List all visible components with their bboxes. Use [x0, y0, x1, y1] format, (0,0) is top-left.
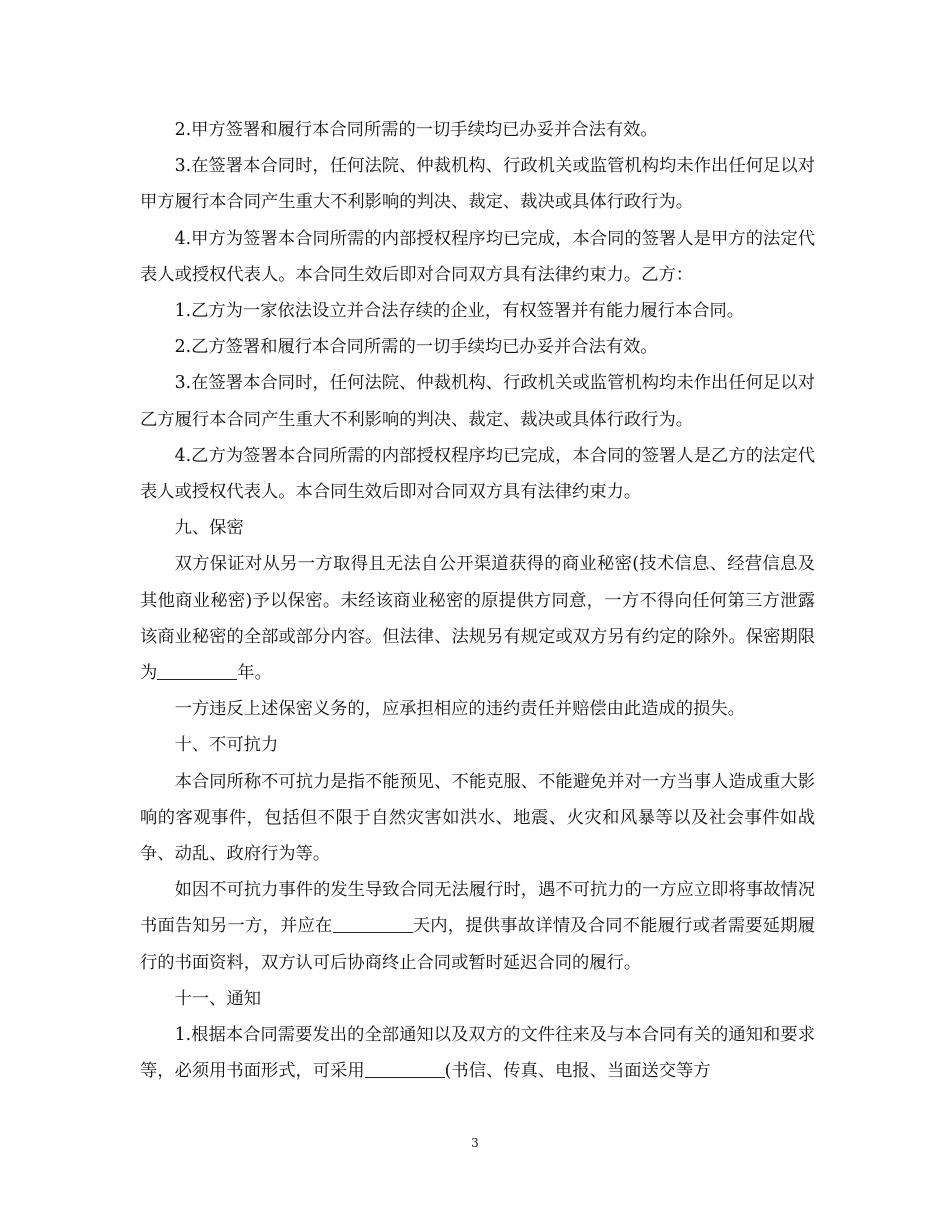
notice-days-blank — [333, 914, 413, 933]
paragraph-confidentiality-breach: 一方违反上述保密义务的，应承担相应的违约责任并赔偿由此造成的损失。 — [174, 699, 745, 720]
notice-method-blank — [365, 1059, 445, 1078]
paragraph-party-b-no-adverse-ruling: 3.在签署本合同时，任何法院、仲裁机构、行政机关或监管机构均未作出任何足以对乙方履行本合同产生重大不利影响的判决、裁定、裁决或具体行政行为。 — [140, 373, 815, 430]
paragraph-party-a-authorization: 4.甲方为签署本合同所需的内部授权程序均已完成，本合同的签署人是甲方的法定代表人或授权代表人。本合同生效后即对合同双方具有法律约束力。乙方： — [140, 228, 815, 285]
paragraph-force-majeure-definition: 本合同所称不可抗力是指不能预见、不能克服、不能避免并对一方当事人造成重大影响的客观事件，包括但不限于自然灾害如洪水、地震、火灾和风暴等以及社会事件如战争、动乱、政府行为等。 — [140, 771, 815, 865]
paragraph-party-a-no-adverse-ruling: 3.在签署本合同时，任何法院、仲裁机构、行政机关或监管机构均未作出任何足以对甲方履行本合同产生重大不利影响的判决、裁定、裁决或具体行政行为。 — [140, 156, 815, 213]
force-majeure-text-cont: 天内，提供事故详情及合同不能履行或者需要延期履行的书面资料，双方认可后协商终止合同或暂时延迟合同的履行。 — [140, 916, 815, 973]
paragraph-force-majeure-notice — [140, 872, 815, 981]
section-heading-confidentiality: 九、保密 — [174, 518, 244, 539]
paragraph-party-b-authorization: 4.乙方为签署本合同所需的内部授权程序均已完成，本合同的签署人是乙方的法定代表人或授权代表人。本合同生效后即对合同双方具有法律约束力。 — [140, 445, 815, 503]
document-body — [140, 112, 815, 1089]
confidentiality-period-blank — [157, 661, 237, 680]
paragraph-party-b-procedures: 2.乙方签署和履行本合同所需的一切手续均已办妥并合法有效。 — [174, 337, 658, 358]
confidentiality-period-unit: 年。 — [237, 663, 272, 684]
section-heading-force-majeure: 十、不可抗力 — [174, 735, 279, 756]
paragraph-confidentiality-obligation — [140, 546, 815, 691]
page-number: 3 — [471, 1136, 479, 1150]
confidentiality-text: 双方保证对从另一方取得且无法自公开渠道获得的商业秘密(技术信息、经营信息及其他商业秘密)予以保密。未经该商业秘密的原提供方同意，一方不得向任何第三方泄露该商业秘密的全部或部分内容。但法律、法规另有规定或双方另有约定的除外。保密期限为 — [140, 554, 815, 684]
notice-text: 1.根据本合同需要发出的全部通知以及双方的文件往来及与本合同有关的通知和要求等，必须用书面形式，可采用 — [140, 1025, 815, 1082]
paragraph-party-a-procedures: 2.甲方签署和履行本合同所需的一切手续均已办妥并合法有效。 — [174, 120, 658, 140]
paragraph-notice-form — [140, 1017, 815, 1089]
force-majeure-text: 如因不可抗力事件的发生导致合同无法履行时，遇不可抗力的一方应立即将事故情况书面告知另一方，并应在 — [140, 880, 815, 937]
paragraph-party-b-existence: 1.乙方为一家依法设立并合法存续的企业，有权签署并有能力履行本合同。 — [174, 301, 745, 322]
section-heading-notice: 十一、通知 — [174, 988, 262, 1009]
notice-text-cont: (书信、传真、电报、当面送交等方 — [444, 1061, 711, 1082]
